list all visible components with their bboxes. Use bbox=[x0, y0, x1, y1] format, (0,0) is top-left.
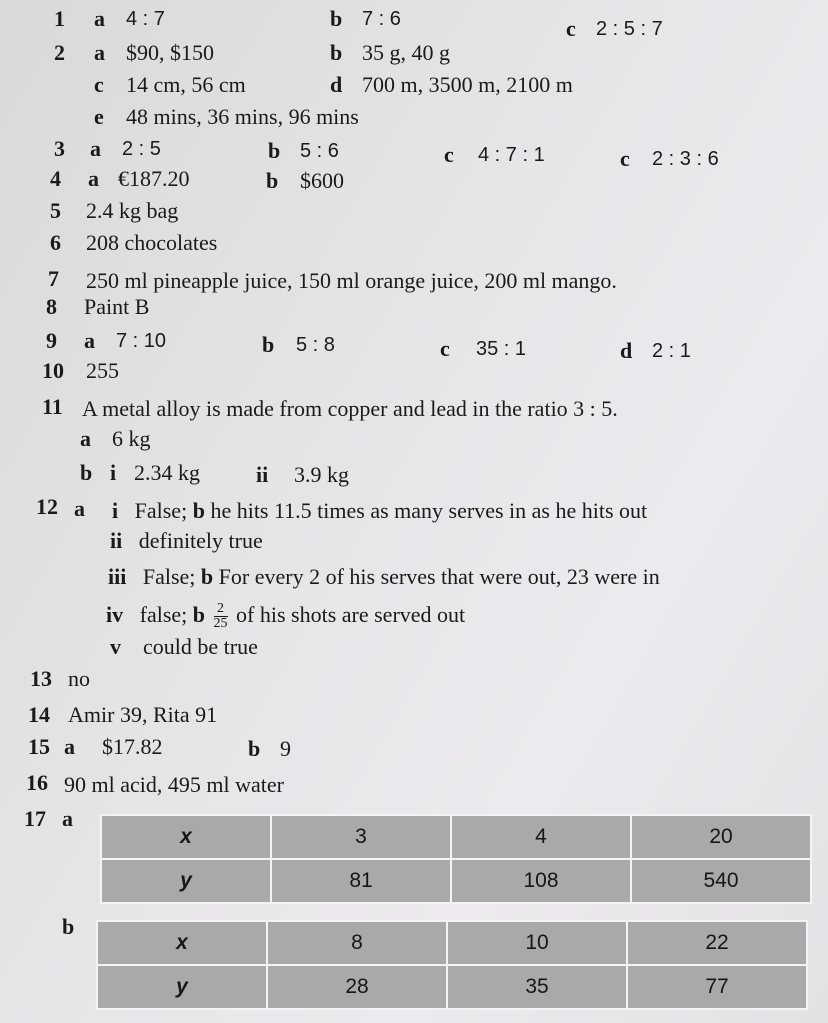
q10-number: 10 bbox=[42, 358, 64, 383]
q11bii-answer: 3.9 kg bbox=[294, 462, 349, 487]
q12-iii-line bbox=[108, 564, 660, 590]
q2a-answer: $90, $150 bbox=[126, 40, 214, 65]
q2-number: 2 bbox=[54, 40, 65, 65]
q12a-label: a bbox=[74, 496, 85, 521]
q13-answer: no bbox=[68, 666, 90, 691]
q6-answer: 208 chocolates bbox=[86, 230, 218, 255]
q17b-x-header: x bbox=[97, 921, 267, 965]
q12-ii-line bbox=[110, 528, 263, 554]
q12-iv-fraction-numerator: 2 bbox=[214, 602, 228, 617]
q17a-y-cell: 540 bbox=[631, 859, 811, 903]
q3b-answer: 5 : 6 bbox=[300, 140, 339, 162]
q3b-label: b bbox=[268, 138, 281, 163]
q11-number: 11 bbox=[42, 394, 63, 419]
q12-iv-fraction bbox=[214, 602, 228, 631]
q15-number: 15 bbox=[28, 734, 50, 759]
q17a-table bbox=[100, 814, 812, 904]
q9a-answer: 7 : 10 bbox=[116, 330, 167, 352]
q1-number: 1 bbox=[54, 6, 65, 31]
q16-answer: 90 ml acid, 495 ml water bbox=[64, 772, 284, 797]
q17a-y-cell: 81 bbox=[271, 859, 451, 903]
q12-v-line bbox=[110, 634, 258, 660]
q7-answer: 250 ml pineapple juice, 150 ml orange juice, 200 ml mango. bbox=[86, 268, 617, 293]
q2a-label: a bbox=[94, 40, 105, 65]
table-row bbox=[97, 921, 807, 965]
q12-number: 12 bbox=[36, 494, 58, 519]
q7-number: 7 bbox=[48, 266, 59, 291]
q9b-answer: 5 : 8 bbox=[296, 334, 335, 356]
q1a-label: a bbox=[94, 6, 105, 31]
q12-iv-verdict: false; bbox=[139, 602, 188, 627]
table-row bbox=[101, 859, 811, 903]
q9-number: 9 bbox=[46, 328, 57, 353]
q9d-label: d bbox=[620, 338, 633, 363]
q17b-x-cell: 8 bbox=[267, 921, 447, 965]
q9b-label: b bbox=[262, 332, 275, 357]
q12-i-verdict: False; bbox=[134, 498, 188, 523]
table-row bbox=[97, 965, 807, 1009]
q12-iii-b: b bbox=[200, 564, 214, 589]
q17a-x-cell: 20 bbox=[631, 815, 811, 859]
q14-answer: Amir 39, Rita 91 bbox=[68, 702, 218, 727]
q11a-answer: 6 kg bbox=[112, 426, 151, 451]
q17b-y-cell: 35 bbox=[447, 965, 627, 1009]
q12-i-line bbox=[112, 498, 647, 524]
q4a-label: a bbox=[88, 166, 99, 191]
q17a-x-header: x bbox=[101, 815, 271, 859]
q4b-answer: $600 bbox=[300, 168, 344, 193]
q17b-x-cell: 10 bbox=[447, 921, 627, 965]
q12-iv-fraction-denominator: 25 bbox=[213, 616, 228, 632]
q17-number: 17 bbox=[24, 806, 46, 831]
q17b-table bbox=[96, 920, 808, 1010]
table-row bbox=[101, 815, 811, 859]
q12-iii-verdict: False; bbox=[142, 564, 196, 589]
q2d-answer: 700 m, 3500 m, 2100 m bbox=[362, 72, 573, 97]
q12-iv-text: of his shots are served out bbox=[236, 602, 466, 627]
q2b-answer: 35 g, 40 g bbox=[362, 40, 450, 65]
q12-i-b: b bbox=[192, 498, 205, 523]
q4a-answer: €187.20 bbox=[118, 166, 190, 191]
q11a-label: a bbox=[80, 426, 91, 451]
q12-iii-text: For every 2 of his serves that were out, 23 were in bbox=[218, 564, 660, 589]
q11bi-label: i bbox=[110, 460, 117, 485]
q17a-y-header: y bbox=[101, 859, 271, 903]
q13-number: 13 bbox=[30, 666, 52, 691]
q15b-answer: 9 bbox=[280, 736, 291, 761]
q12-iv-label: iv bbox=[106, 602, 124, 627]
q9a-label: a bbox=[84, 328, 95, 353]
q3c2-answer: 2 : 3 : 6 bbox=[652, 148, 719, 170]
q1b-answer: 7 : 6 bbox=[362, 8, 401, 30]
q11b-label: b bbox=[80, 460, 93, 485]
q15a-answer: $17.82 bbox=[102, 734, 163, 759]
q9d-answer: 2 : 1 bbox=[652, 340, 691, 362]
q6-number: 6 bbox=[50, 230, 61, 255]
q17b-x-cell: 22 bbox=[627, 921, 807, 965]
q15b-label: b bbox=[248, 736, 261, 761]
q16-number: 16 bbox=[26, 770, 48, 795]
q17a-y-cell: 108 bbox=[451, 859, 631, 903]
q17b-y-cell: 77 bbox=[627, 965, 807, 1009]
q9c-label: c bbox=[440, 336, 450, 361]
q4-number: 4 bbox=[50, 166, 61, 191]
q12-iv-b: b bbox=[192, 602, 206, 627]
q17a-x-cell: 4 bbox=[451, 815, 631, 859]
q3-number: 3 bbox=[54, 136, 65, 161]
q3a-answer: 2 : 5 bbox=[122, 138, 161, 160]
q12-iv-line bbox=[106, 602, 465, 631]
q3c-label: c bbox=[444, 142, 454, 167]
q3a-label: a bbox=[90, 136, 101, 161]
q10-answer: 255 bbox=[86, 358, 119, 383]
q1c-label: c bbox=[566, 16, 576, 41]
q12-v-text: could be true bbox=[143, 634, 258, 659]
q1c-answer: 2 : 5 : 7 bbox=[596, 18, 663, 40]
q2b-label: b bbox=[330, 40, 343, 65]
q12-i-text: he hits 11.5 times as many serves in as he hits out bbox=[210, 498, 648, 523]
q9c-answer: 35 : 1 bbox=[476, 338, 527, 360]
q8-answer: Paint B bbox=[84, 294, 150, 319]
q2c-label: c bbox=[94, 72, 104, 97]
q14-number: 14 bbox=[28, 702, 50, 727]
q12-i-label: i bbox=[112, 498, 119, 523]
q11bii-label: ii bbox=[256, 462, 269, 487]
q12-iii-label: iii bbox=[108, 564, 127, 589]
q3c-answer: 4 : 7 : 1 bbox=[478, 144, 545, 166]
q2c-answer: 14 cm, 56 cm bbox=[126, 72, 246, 97]
q4b-label: b bbox=[266, 168, 279, 193]
q1b-label: b bbox=[330, 6, 343, 31]
q17a-label: a bbox=[62, 806, 73, 831]
q15a-label: a bbox=[64, 734, 75, 759]
q5-answer: 2.4 kg bag bbox=[86, 198, 179, 223]
q12-v-label: v bbox=[110, 634, 121, 659]
q5-number: 5 bbox=[50, 198, 61, 223]
q17b-label: b bbox=[62, 914, 75, 939]
q12-ii-text: definitely true bbox=[138, 528, 263, 553]
q17b-y-cell: 28 bbox=[267, 965, 447, 1009]
q1a-answer: 4 : 7 bbox=[126, 8, 165, 30]
q3c2-label: c bbox=[620, 146, 630, 171]
q2e-answer: 48 mins, 36 mins, 96 mins bbox=[126, 104, 359, 129]
q8-number: 8 bbox=[46, 294, 57, 319]
q12-ii-label: ii bbox=[110, 528, 123, 553]
q17a-x-cell: 3 bbox=[271, 815, 451, 859]
q17b-y-header: y bbox=[97, 965, 267, 1009]
q11-text: A metal alloy is made from copper and lead in the ratio 3 : 5. bbox=[82, 396, 618, 421]
q11bi-answer: 2.34 kg bbox=[134, 460, 200, 485]
q2e-label: e bbox=[94, 104, 104, 129]
q2d-label: d bbox=[330, 72, 343, 97]
